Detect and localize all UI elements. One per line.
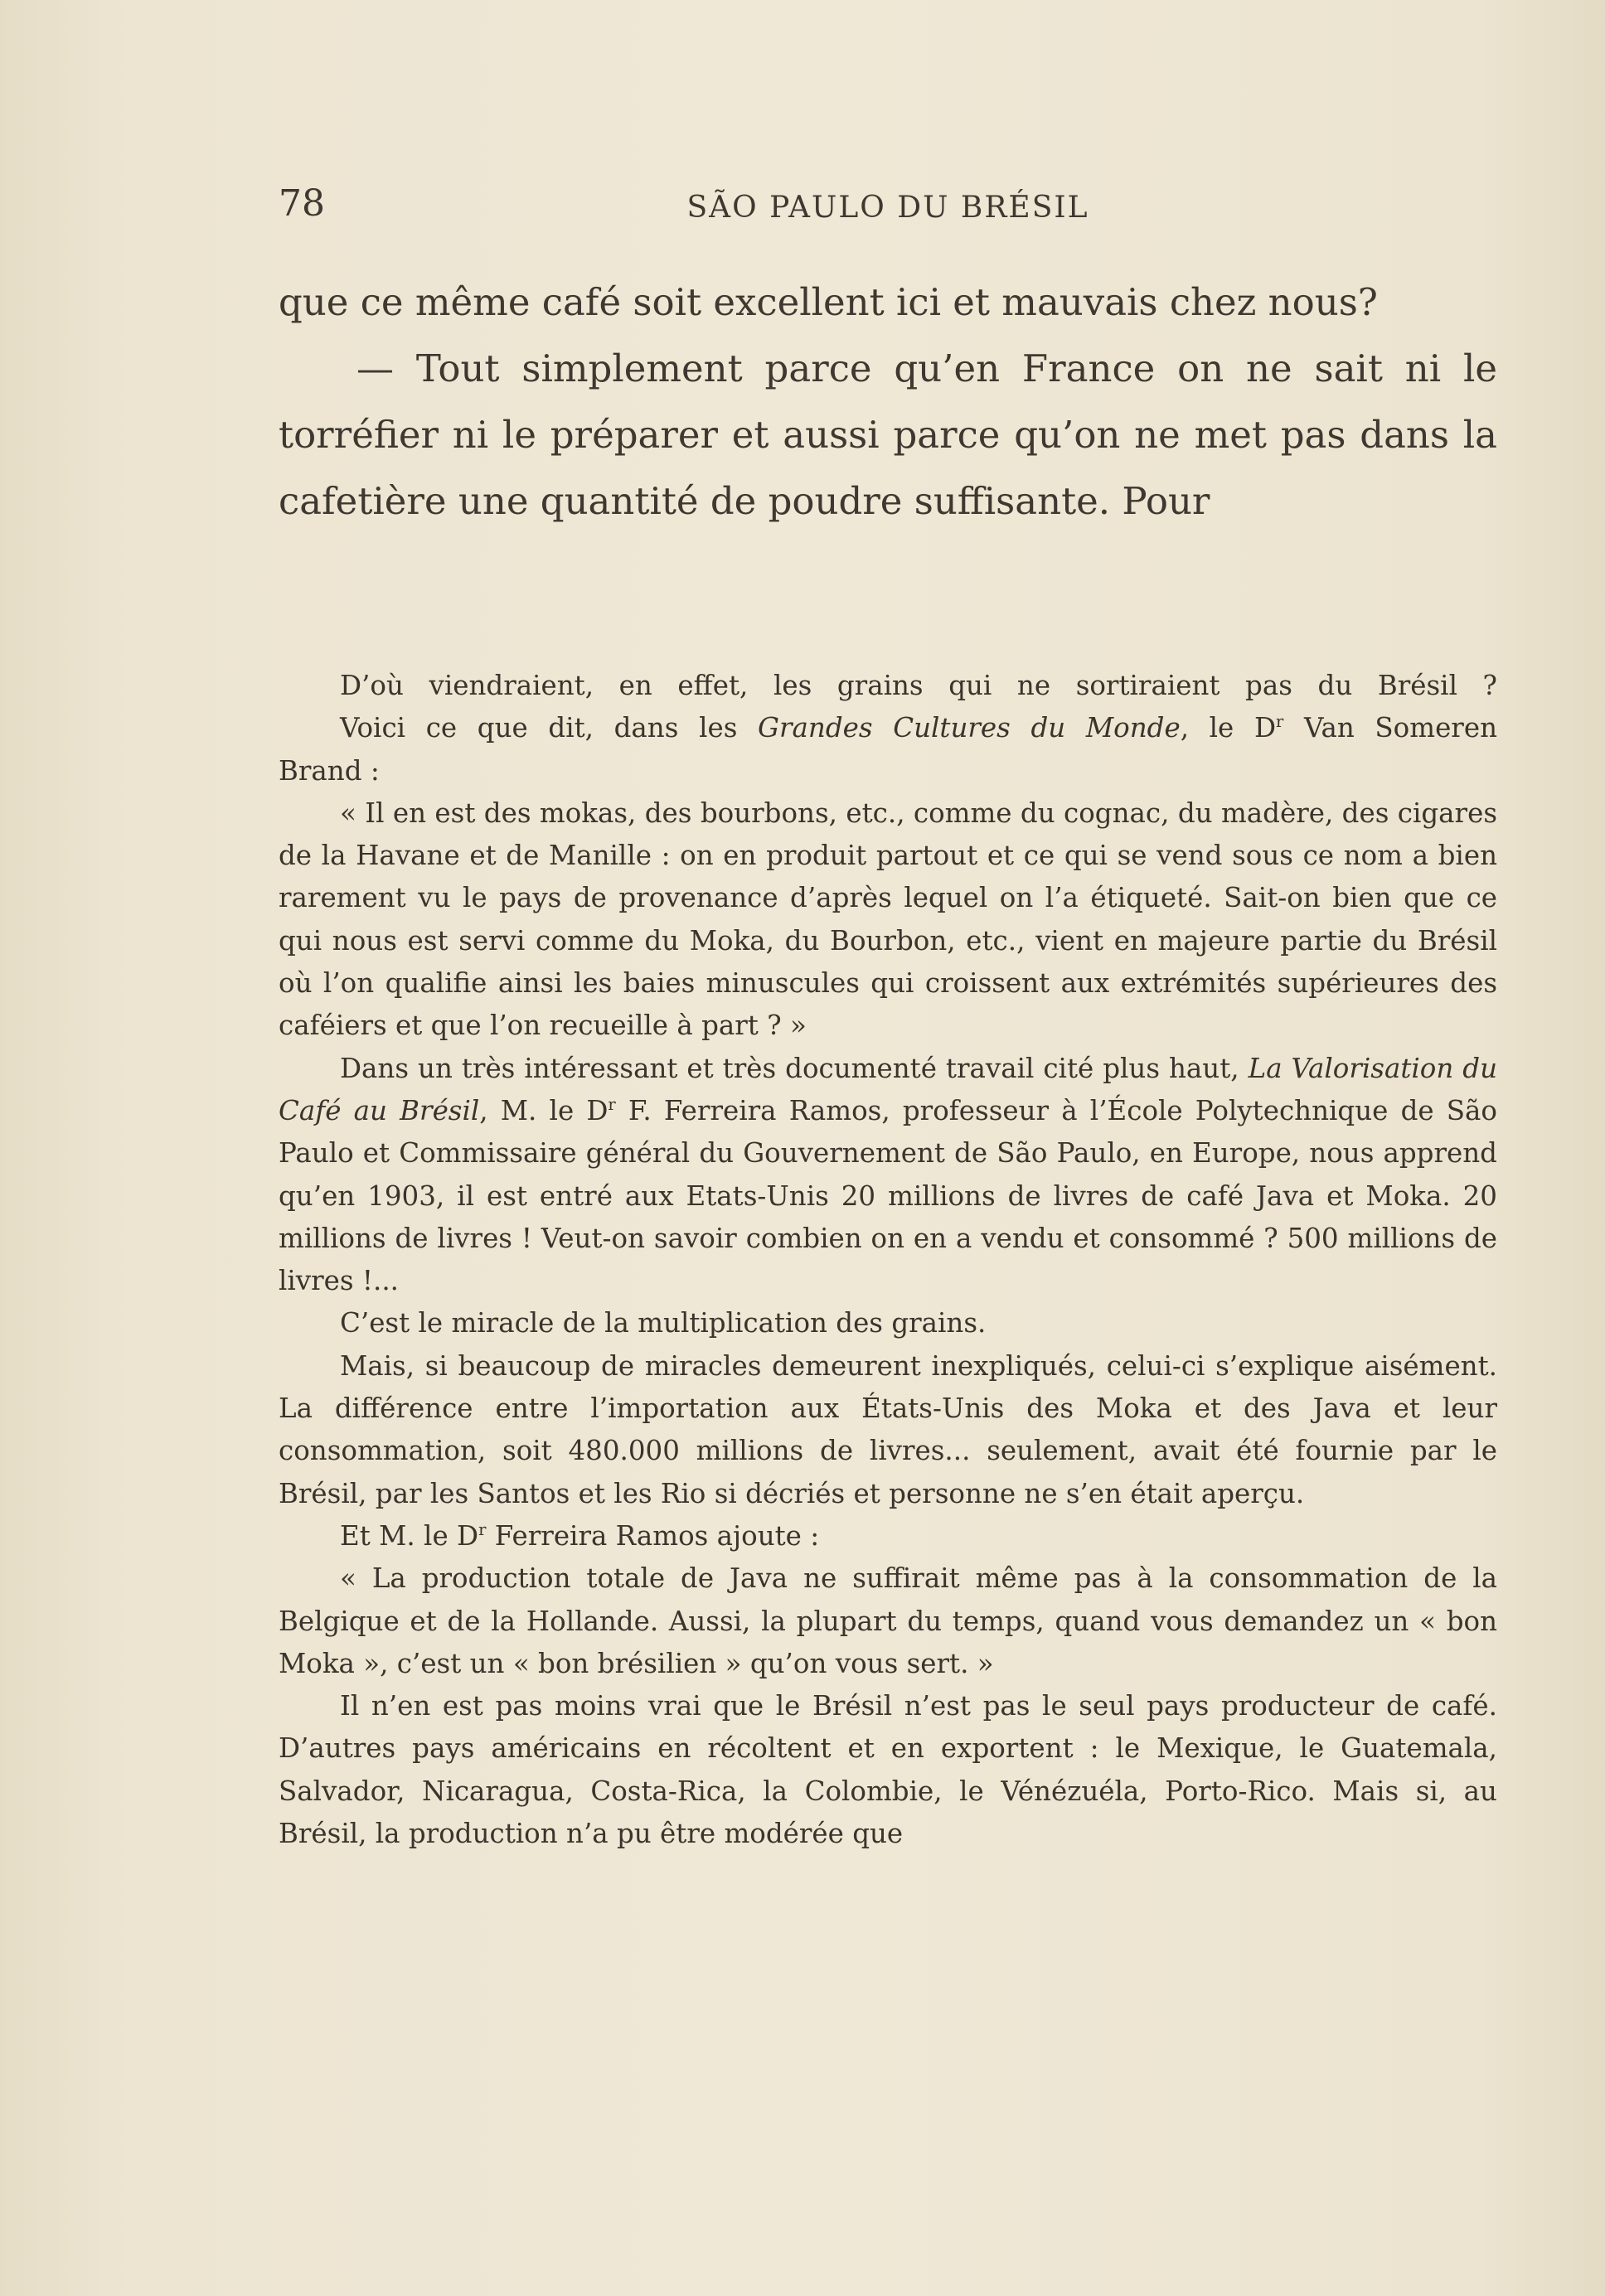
footnote-block	[279, 665, 1497, 1855]
main-text	[279, 269, 1497, 535]
note-paragraph-5: Mais, si beaucoup de miracles demeurent inexpliqués, celui-ci s’explique aisément. La différence entre l’importation aux États-Unis des Moka et des Java et leur consommation, soit 480.000 millions de livres... seulement, avait été fournie par le Brésil, par les Santos et les Rio si décriés et personne ne s’en était aperçu.	[279, 1349, 1497, 1509]
note-paragraph-6: Et M. le $D^r$ Ferreira Ramos ajoute :	[340, 1519, 820, 1552]
note-paragraph-4: C’est le miracle de la multiplication des grains.	[340, 1307, 987, 1339]
page-header	[279, 182, 1497, 232]
note-line: Brand :	[279, 754, 380, 787]
note-line: D’où viendraient, en effet, les grains qui ne sortiraient pas du Brésil ?	[340, 670, 1497, 701]
main-paragraph-2: — Tout simplement parce qu’en France on ne sait ni le torréfier ni le préparer et aussi parce qu’on ne met pas dans la cafetière une quantité de poudre suffisante. Pour	[279, 346, 1497, 523]
note-paragraph-3: Dans un très intéressant et très documenté travail cité plus haut, La Valorisation du Café au Brésil, M. le $D^r$ F. Ferreira Ramos, professeur à l’École Polytechnique de São Paulo et Commissaire général du Gouvernement de São Paulo, en Europe, nous apprend qu’en 1903, il est entré aux Etats-Unis 20 millions de livres de café Java et Moka. 20 millions de livres ! Veut-on savoir combien on en a vendu et consommé ? 500 millions de livres !...	[279, 1052, 1498, 1297]
running-title: SÃO PAULO DU BRÉSIL	[686, 191, 1089, 225]
work-title: La Valorisation du Café au Brésil	[279, 1052, 1498, 1126]
note-line-citation: Voici ce que dit, dans les Grandes Cultures du Monde, le $D^r$ Van Someren	[340, 712, 1497, 744]
note-paragraph-7: « La production totale de Java ne suffirait même pas à la consommation de la Belgique et de la Hollande. Aussi, la plupart du temps, quand vous demandez un « bon Moka », c’est un « bon brésilien » qu’on vous sert. »	[279, 1562, 1497, 1679]
page-number: 78	[279, 182, 325, 225]
book-title: Grandes Cultures du Monde	[758, 712, 1181, 744]
note-paragraph-8: Il n’en est pas moins vrai que le Brésil n’est pas le seul pays producteur de café. D’autres pays américains en récoltent et en exportent : le Mexique, le Guatemala, Salvador, Nicaragua, Costa-Rica, la Colombie, le Vénézuéla, Porto-Rico. Mais si, au Brésil, la production n’a pu être modérée que	[279, 1690, 1497, 1850]
main-paragraph-1: que ce même café soit excellent ici et mauvais chez nous?	[279, 280, 1378, 324]
note-paragraph-2: « Il en est des mokas, des bourbons, etc., comme du cognac, du madère, des cigares de la Havane et de Manille : on en produit partout et ce qui se vend sous ce nom a bien rarement vu le pays de provenance d’après lequel on l’a étiqueté. Sait-on bien que ce qui nous est servi comme du Moka, du Bourbon, etc., vient en majeure partie du Brésil où l’on qualifie ainsi les baies minuscules qui croissent aux extrémités supérieures des caféiers et que l’on recueille à part ? »	[279, 797, 1497, 1042]
note-paragraph-1	[279, 665, 1497, 792]
